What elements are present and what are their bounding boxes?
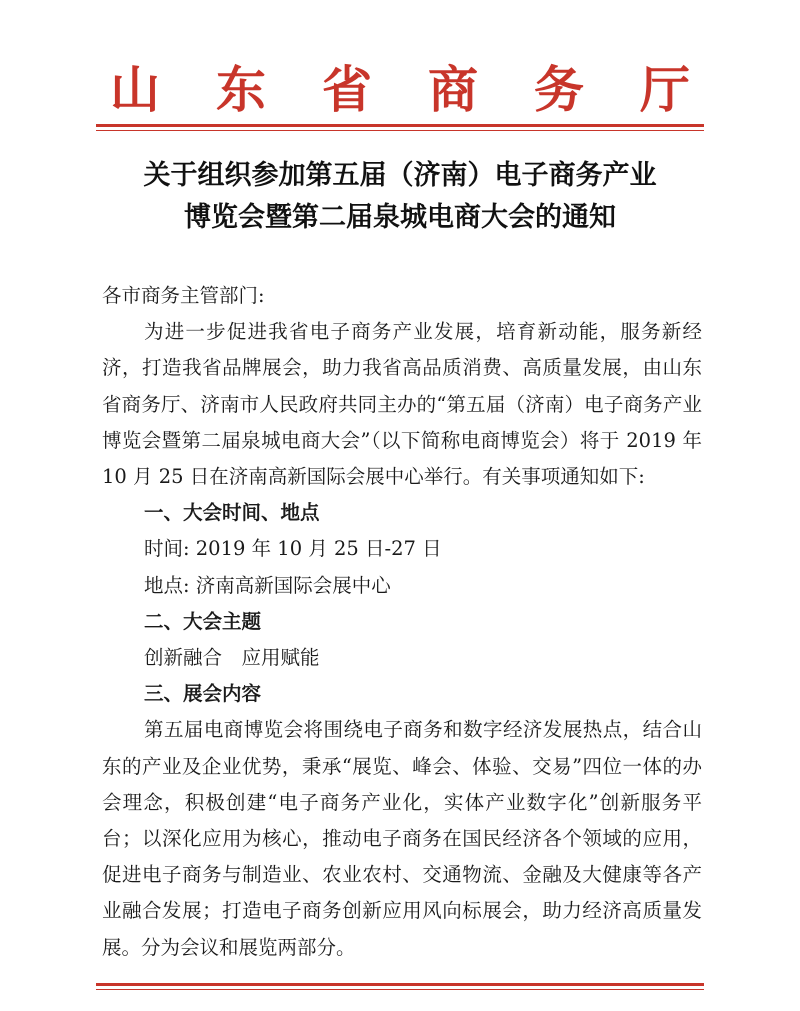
org-char: 山	[110, 60, 160, 119]
footer-rule-thin	[96, 989, 704, 990]
document-title-line-2: 博览会暨第二届泉城电商大会的通知	[184, 202, 616, 233]
section-heading: 三、展会内容	[144, 682, 262, 706]
salutation: 各市商务主管部门:	[102, 284, 265, 307]
org-char: 省	[322, 60, 372, 119]
document-body	[102, 278, 702, 966]
header-rule-thick	[96, 124, 704, 127]
section-line: 创新融合 应用赋能	[144, 646, 320, 670]
section-line: 时间: 2019 年 10 月 25 日-27 日	[144, 537, 442, 561]
org-char: 东	[216, 60, 266, 119]
header-rule-thin	[96, 130, 704, 131]
org-char: 厅	[640, 60, 690, 119]
org-char: 务	[534, 60, 584, 119]
footer-rule-thick	[96, 983, 704, 986]
section-heading: 二、大会主题	[144, 609, 262, 633]
org-char: 商	[428, 60, 478, 119]
section-paragraph: 第五届电商博览会将围绕电子商务和数字经济发展热点，结合山东的产业及企业优势，秉承“展览、峰会、体验、交易”四位一体的办会理念，积极创建“电子商务产业化，实体产业数字化”创新服务平台；以深化应用为核心，推动电子商务在国民经济各个领域的应用，促进电子商务与制造业、农业农村、交通物流、金融及大健康等各产业融合发展；打造电子商务创新应用风向标展会，助力经济高质量发展。分为会议和展览两部分。	[102, 718, 702, 959]
issuing-organization-header	[110, 54, 690, 118]
intro-paragraph: 为进一步促进我省电子商务产业发展，培育新动能，服务新经济，打造我省品牌展会，助力我省高品质消费、高质量发展，由山东省商务厅、济南市人民政府共同主办的“第五届（济南）电子商务产业博览会暨第二届泉城电商大会”（以下简称电商博览会）将于 2019 年 10 月 25 日在济南高新国际会展中心举行。有关事项通知如下:	[102, 320, 702, 489]
document-title-line-1: 关于组织参加第五届（济南）电子商务产业	[143, 160, 657, 191]
section-line: 地点: 济南高新国际会展中心	[144, 573, 391, 597]
section-heading: 一、大会时间、地点	[144, 501, 320, 525]
